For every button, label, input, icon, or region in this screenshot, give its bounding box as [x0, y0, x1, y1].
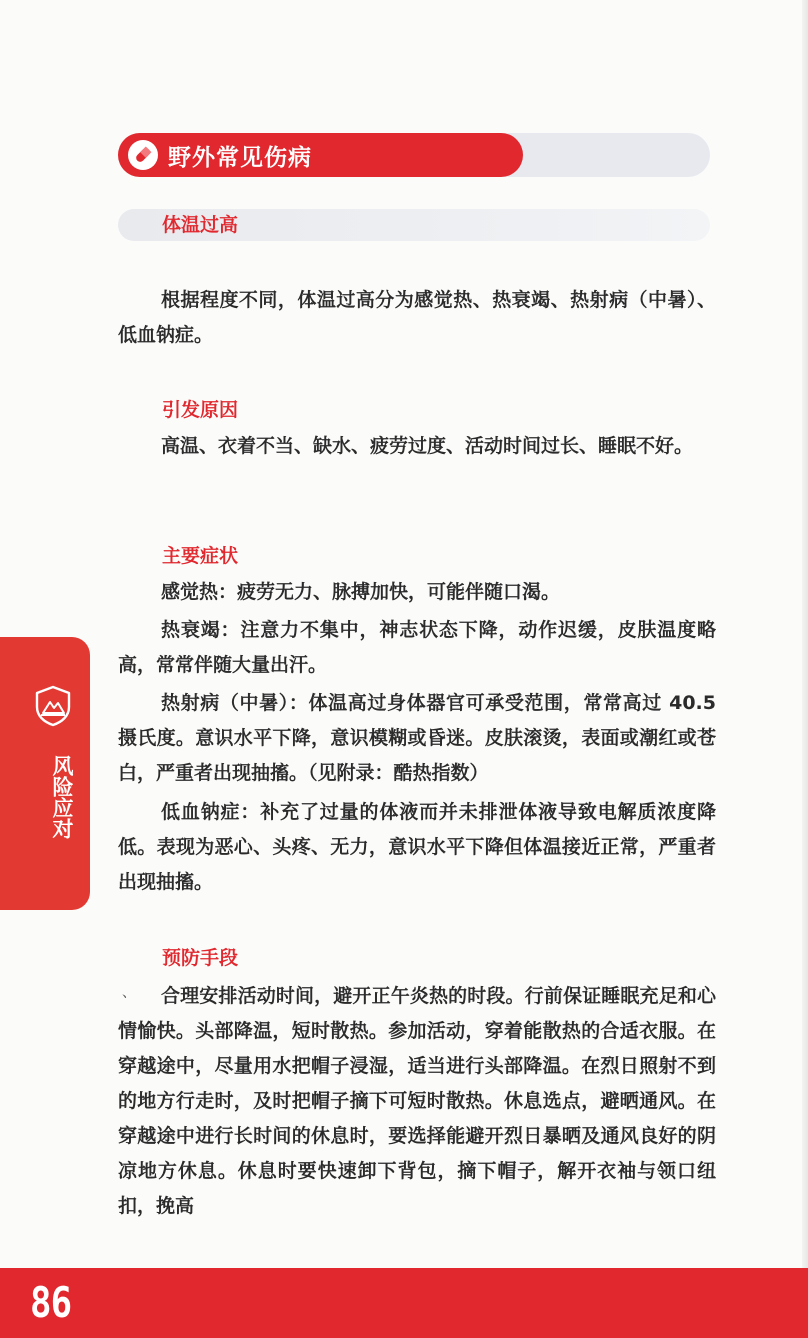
page-number: 86 [30, 1278, 72, 1327]
causes-heading: 引发原因 [162, 399, 239, 421]
causes-paragraph: 高温、衣着不当、缺水、疲劳过度、活动时间过长、睡眠不好。 [161, 435, 694, 457]
footer-bar [0, 1268, 808, 1338]
symptom-item: 低血钠症：补充了过量的体液而并未排泄体液导致电解质浓度降低。表现为恶心、头疼、无力，意识水平下降但体温接近正常，严重者出现抽搐。 [118, 801, 716, 893]
page-edge [802, 0, 808, 1338]
mountain-shield-icon [33, 685, 73, 727]
chapter-side-tab [0, 637, 90, 910]
chapter-label: 风险应对 [50, 755, 74, 839]
pill-icon [128, 140, 158, 170]
symptoms-heading: 主要症状 [162, 545, 239, 567]
symptom-item: 感觉热：疲劳无力、脉搏加快，可能伴随口渴。 [161, 581, 561, 603]
sub-section-title: 体温过高 [162, 214, 239, 236]
symptom-item: 热衰竭：注意力不集中，神志状态下降，动作迟缓，皮肤温度略高，常常伴随大量出汗。 [118, 619, 716, 676]
intro-paragraph: 根据程度不同，体温过高分为感觉热、热衰竭、热射病（中暑）、低血钠症。 [118, 289, 716, 346]
section-title: 野外常见伤病 [168, 144, 312, 171]
prevention-paragraph: 合理安排活动时间，避开正午炎热的时段。行前保证睡眠充足和心情愉快。头部降温，短时散热。参加活动，穿着能散热的合适衣服。在穿越途中，尽量用水把帽子浸湿，适当进行头部降温。在烈日照射不到的地方行走时，及时把帽子摘下可短时散热。休息选点，避晒通风。在穿越途中进行长时间的休息时，要选择能避开烈日暴晒及通风良好的阴凉地方休息。休息时要快速卸下背包，摘下帽子，解开衣袖与领口纽扣，挽高 [118, 985, 716, 1217]
prevention-heading: 预防手段 [162, 947, 239, 969]
section-banner [118, 133, 523, 177]
symptom-item: 热射病（中暑）：体温高过身体器官可承受范围，常常高过 40.5 摄氏度。意识水平下降，意识模糊或昏迷。皮肤滚烫，表面或潮红或苍白，严重者出现抽搐。（见附录：酷热指数） [118, 692, 716, 784]
bullet-mark: 、 [122, 985, 136, 1001]
